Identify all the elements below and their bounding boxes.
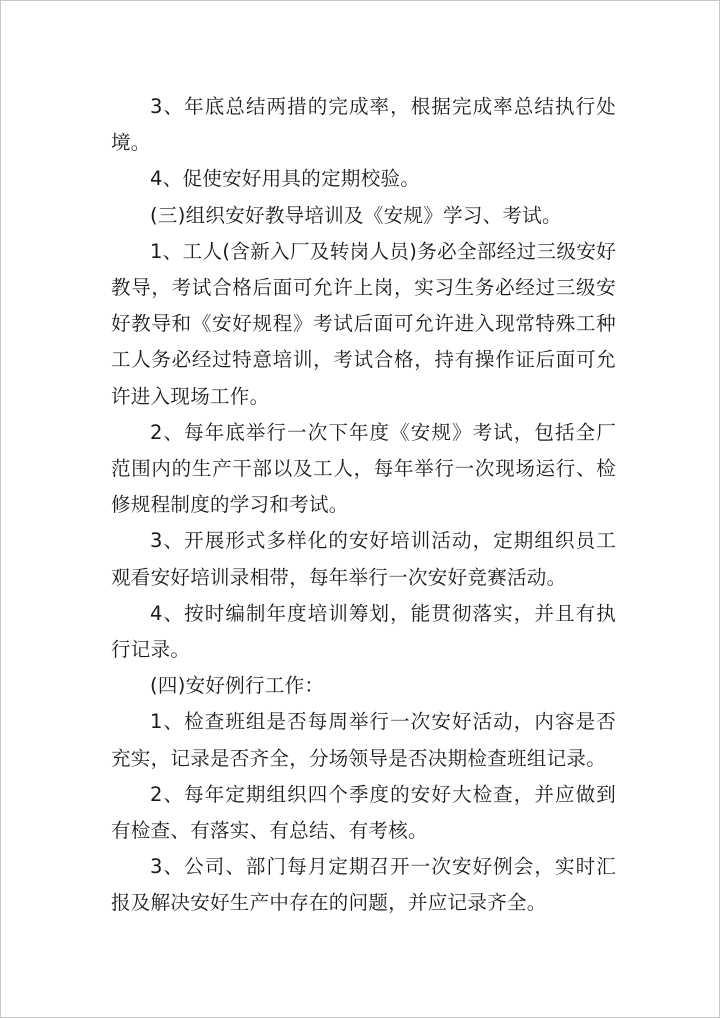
section-heading: (四)安好例行工作：: [150, 674, 325, 698]
paragraph: 1、检查班组是否每周举行一次安好活动，内容是否充实，记录是否齐全，分场领导是否决期检查班组记录。: [111, 710, 616, 770]
paragraph: 1、工人(含新入厂及转岗人员)务必全部经过三级安好教导，考试合格后面可允许上岗，实习生务必经过三级安好教导和《安好规程》考试后面可允许进入现常特殊工种工人务必经过特意培训，考试合格，持有操作证后面可允许进入现场工作。: [111, 239, 616, 408]
section-heading: (三)组织安好教导培训及《安规》学习、考试。: [150, 203, 562, 227]
paragraph: 4、促使安好用具的定期校验。: [150, 167, 421, 191]
paragraph: 3、公司、部门每月定期召开一次安好例会，实时汇报及解决安好生产中存在的问题，并应记录齐全。: [111, 855, 616, 915]
paragraph: 2、每年定期组织四个季度的安好大检查，并应做到有检查、有落实、有总结、有考核。: [111, 782, 616, 843]
paragraph: 3、年底总结两措的完成率，根据完成率总结执行处境。: [111, 95, 616, 155]
body-text: [111, 89, 616, 922]
paragraph: 3、开展形式多样化的安好培训活动，定期组织员工观看安好培训录相带，每年举行一次安好竞赛活动。: [111, 529, 616, 589]
paragraph: 4、按时编制年度培训筹划，能贯彻落实，并且有执行记录。: [111, 601, 616, 662]
paragraph: 2、每年底举行一次下年度《安规》考试，包括全厂范围内的生产干部以及工人，每年举行一次现场运行、检修规程制度的学习和考试。: [111, 420, 616, 517]
